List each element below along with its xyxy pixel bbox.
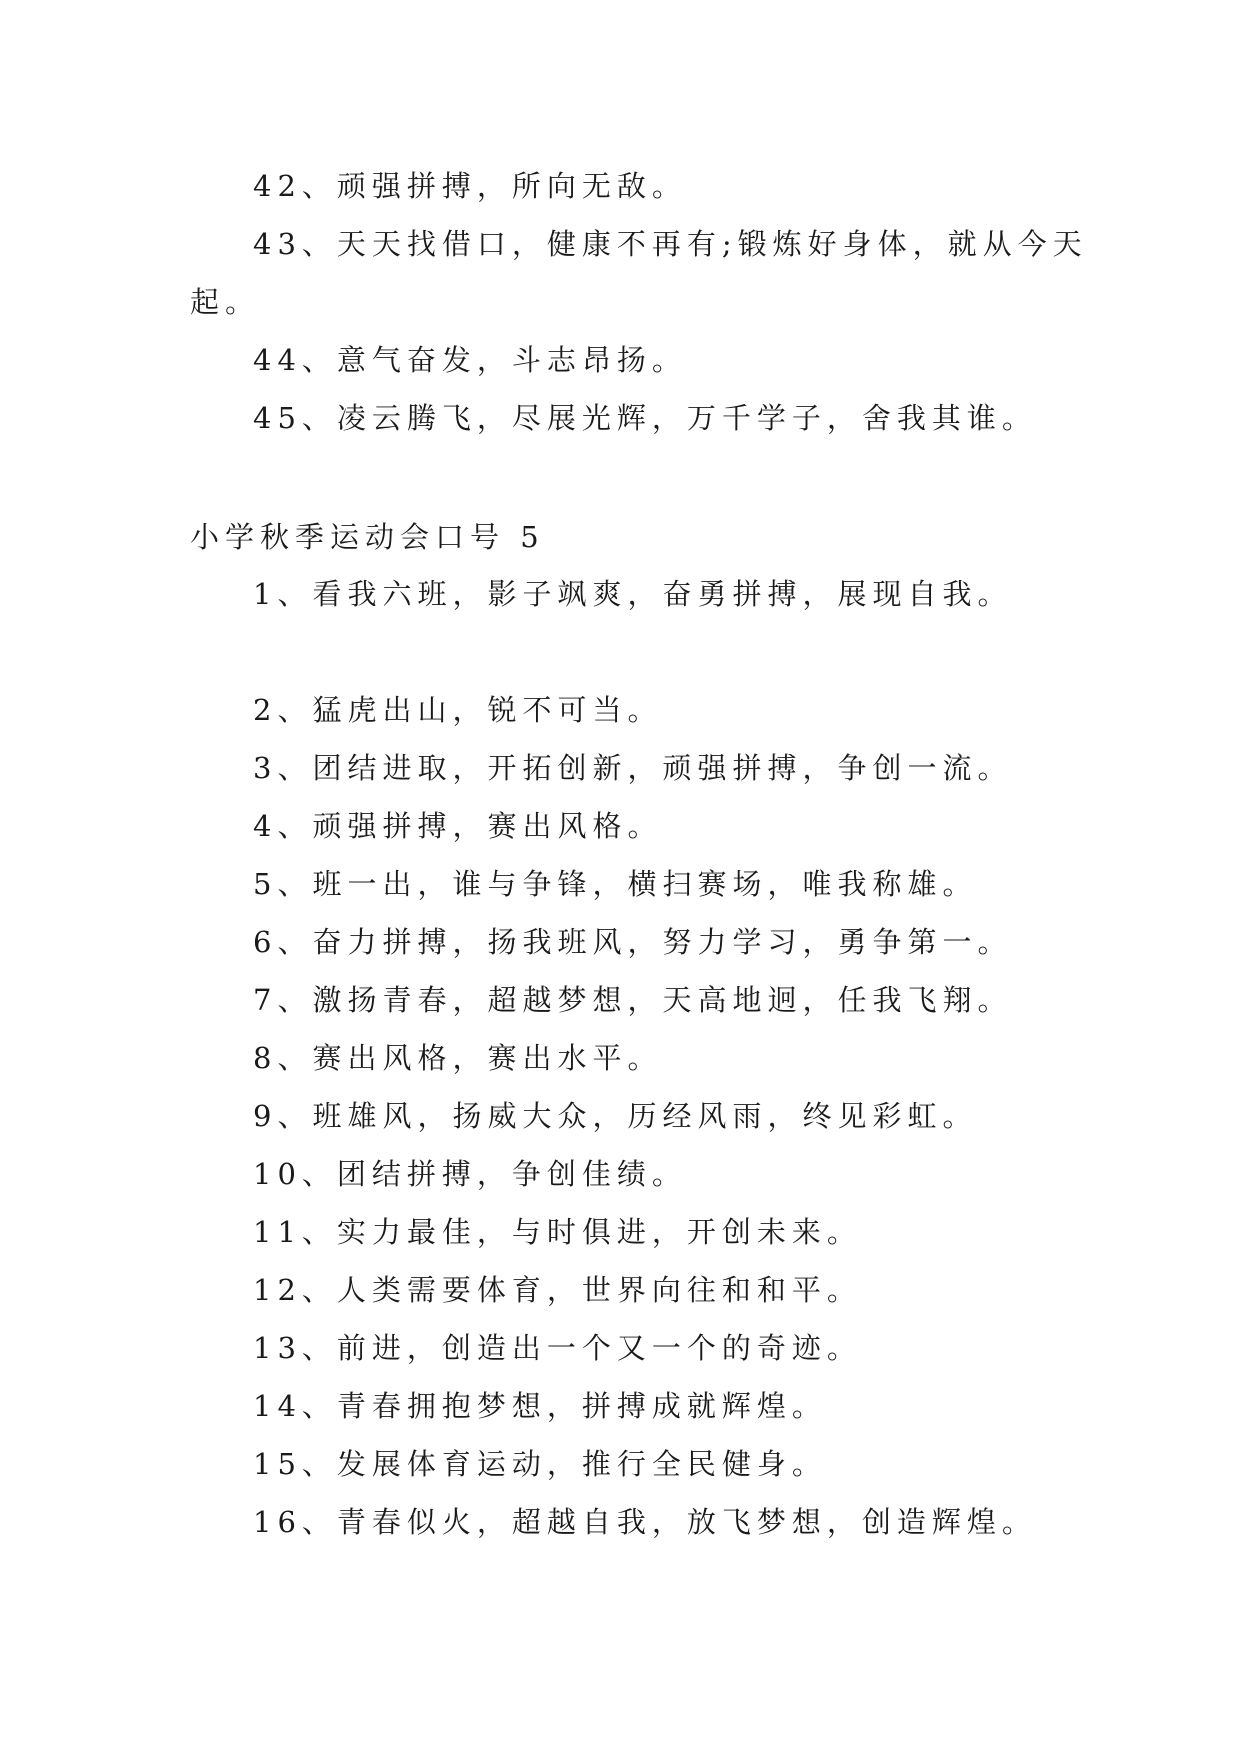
slogan-9: 9、班雄风，扬威大众，历经风雨，终见彩虹。 — [253, 1099, 978, 1133]
slogan-43: 43、天天找借口，健康不再有;锻炼好身体，就从今天 — [253, 227, 1088, 261]
slogan-44: 44、意气奋发，斗志昂扬。 — [253, 343, 687, 377]
slogan-7: 7、激扬青春，超越梦想，天高地迥，任我飞翔。 — [253, 983, 1013, 1017]
slogan-42: 42、顽强拼搏，所向无敌。 — [253, 169, 687, 203]
slogan-5: 5、班一出，谁与争锋，横扫赛场，唯我称雄。 — [253, 867, 978, 901]
slogan-43-continuation: 起。 — [190, 285, 261, 319]
slogan-10: 10、团结拼搏，争创佳绩。 — [253, 1157, 687, 1191]
slogan-15: 15、发展体育运动，推行全民健身。 — [253, 1447, 827, 1481]
slogan-6: 6、奋力拼搏，扬我班风，努力学习，勇争第一。 — [253, 925, 1013, 959]
section-heading: 小学秋季运动会口号 5 — [190, 520, 545, 554]
slogan-11: 11、实力最佳，与时俱进，开创未来。 — [253, 1215, 862, 1249]
slogan-45: 45、凌云腾飞，尽展光辉，万千学子，舍我其谁。 — [253, 401, 1037, 435]
slogan-16: 16、青春似火，超越自我，放飞梦想，创造辉煌。 — [253, 1505, 1037, 1539]
slogan-3: 3、团结进取，开拓创新，顽强拼搏，争创一流。 — [253, 751, 1013, 785]
slogan-1: 1、看我六班，影子飒爽，奋勇拼搏，展现自我。 — [253, 577, 1013, 611]
slogan-4: 4、顽强拼搏，赛出风格。 — [253, 809, 663, 843]
slogan-12: 12、人类需要体育，世界向往和和平。 — [253, 1273, 862, 1307]
slogan-14: 14、青春拥抱梦想，拼搏成就辉煌。 — [253, 1389, 827, 1423]
slogan-13: 13、前进，创造出一个又一个的奇迹。 — [253, 1331, 862, 1365]
slogan-8: 8、赛出风格，赛出水平。 — [253, 1041, 663, 1075]
slogan-2: 2、猛虎出山，锐不可当。 — [253, 693, 663, 727]
